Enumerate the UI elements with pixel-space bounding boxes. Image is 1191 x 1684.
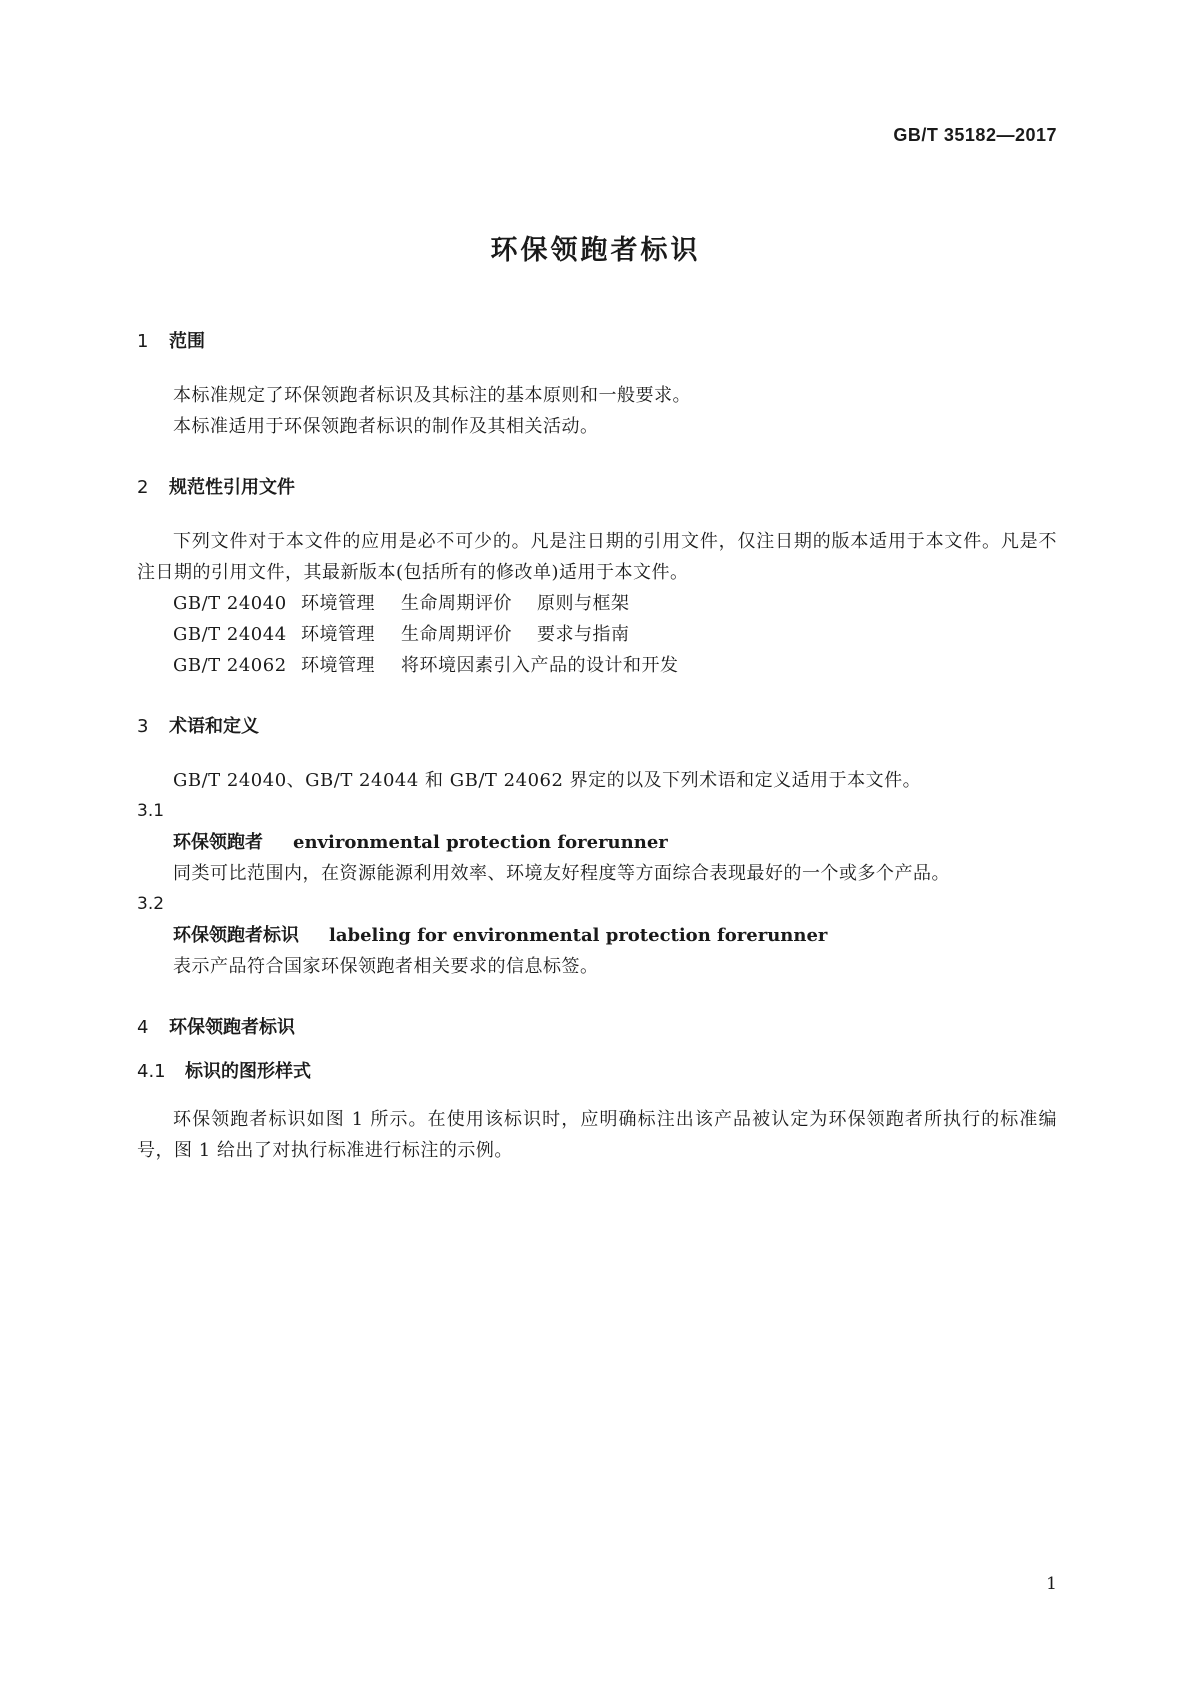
ref-subject: 生命周期评价 — [401, 624, 512, 645]
term-name-zh: 环保领跑者 — [173, 832, 263, 853]
reference-item — [137, 650, 1057, 681]
ref-code: GB/T 24040 — [173, 593, 287, 614]
ref-subject: 生命周期评价 — [401, 593, 512, 614]
ref-name: 要求与指南 — [537, 624, 630, 645]
term-name-zh: 环保领跑者标识 — [173, 925, 299, 946]
page-number: 1 — [1046, 1574, 1057, 1594]
ref-subject: 将环境因素引入产品的设计和开发 — [401, 655, 679, 676]
paragraph: 本标准适用于环保领跑者标识的制作及其相关活动。 — [173, 416, 599, 437]
ref-code: GB/T 24062 — [173, 655, 287, 676]
paragraph: 下列文件对于本文件的应用是必不可少的。凡是注日期的引用文件，仅注日期的版本适用于本文件。凡是不注日期的引用文件，其最新版本(包括所有的修改单)适用于本文件。 — [137, 531, 1057, 583]
ref-category: 环境管理 — [301, 655, 375, 676]
term-name-en: labeling for environmental protection forerunner — [329, 925, 828, 946]
paragraph: 环保领跑者标识如图 1 所示。在使用该标识时，应明确标注出该产品被认定为环保领跑者所执行的标准编号，图 1 给出了对执行标准进行标注的示例。 — [137, 1109, 1057, 1161]
ref-name: 原则与框架 — [537, 593, 630, 614]
document-title: 环保领跑者标识 — [490, 235, 701, 266]
section-title: 规范性引用文件 — [169, 477, 295, 498]
section-number: 1 — [137, 331, 149, 352]
section-1-heading — [137, 330, 1057, 354]
section-title: 标识的图形样式 — [185, 1061, 311, 1082]
term-name — [137, 827, 1057, 858]
ref-category: 环境管理 — [301, 624, 375, 645]
section-2-heading — [137, 476, 1057, 500]
paragraph: GB/T 24040、GB/T 24044 和 GB/T 24062 界定的以及下列术语和定义适用于本文件。 — [173, 770, 922, 791]
section-number: 4 — [137, 1017, 149, 1038]
standard-code: GB/T 35182—2017 — [893, 125, 1057, 145]
term-definition: 表示产品符合国家环保领跑者相关要求的信息标签。 — [173, 956, 599, 977]
section-4-1-heading — [137, 1060, 1057, 1084]
term-name-en: environmental protection forerunner — [293, 832, 668, 853]
reference-item — [137, 619, 1057, 650]
section-title: 术语和定义 — [169, 716, 259, 737]
section-3-heading — [137, 715, 1057, 739]
reference-item — [137, 588, 1057, 619]
paragraph: 本标准规定了环保领跑者标识及其标注的基本原则和一般要求。 — [173, 385, 691, 406]
ref-code: GB/T 24044 — [173, 624, 287, 645]
term-name — [137, 920, 1057, 951]
document-body — [137, 330, 1057, 1166]
ref-category: 环境管理 — [301, 593, 375, 614]
section-number: 2 — [137, 477, 149, 498]
term-number: 3.2 — [137, 894, 165, 914]
term-number: 3.1 — [137, 801, 165, 821]
section-4-heading — [137, 1016, 1057, 1040]
section-number: 3 — [137, 716, 149, 737]
section-title: 范围 — [169, 331, 205, 352]
term-definition: 同类可比范围内，在资源能源利用效率、环境友好程度等方面综合表现最好的一个或多个产品。 — [173, 863, 950, 884]
section-title: 环保领跑者标识 — [169, 1017, 295, 1038]
section-number: 4.1 — [137, 1061, 166, 1082]
